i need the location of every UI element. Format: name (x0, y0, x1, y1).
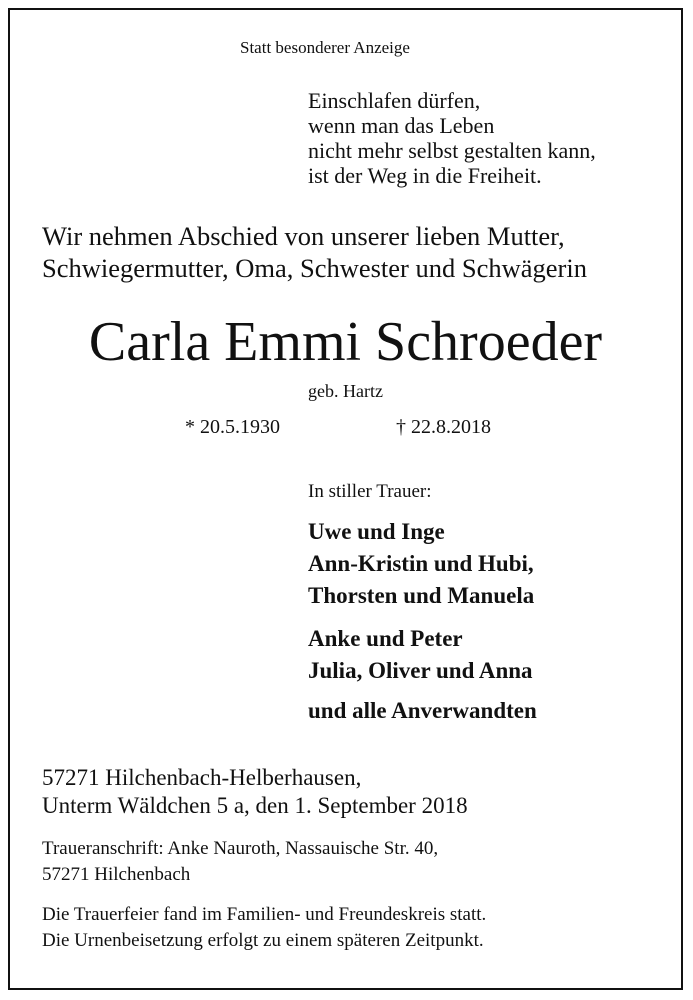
birth-date: * 20.5.1930 (185, 416, 280, 438)
mourners-group-1 (308, 516, 534, 612)
mourner-line: Ann-Kristin und Hubi, (308, 551, 534, 576)
deceased-name: Carla Emmi Schroeder (88, 311, 603, 373)
mourning-address (42, 836, 438, 888)
place-line: 57271 Hilchenbach-Helberhausen, (42, 765, 362, 790)
closing-line: Die Urnenbeisetzung erfolgt zu einem späteren Zeitpunkt. (42, 930, 484, 951)
mourner-line: Anke und Peter (308, 626, 463, 651)
closing-note (42, 902, 486, 954)
intro-line: Schwiegermutter, Oma, Schwester und Schwägerin (42, 253, 587, 283)
poem-line: ist der Weg in die Freiheit. (308, 163, 542, 188)
notice-heading: Statt besonderer Anzeige (240, 38, 410, 57)
mourning-label: In stiller Trauer: (308, 481, 432, 502)
poem (308, 88, 596, 188)
maiden-name: geb. Hartz (308, 381, 383, 401)
address-line: 57271 Hilchenbach (42, 864, 191, 885)
closing-line: Die Trauerfeier fand im Familien- und Freundeskreis statt. (42, 904, 487, 925)
obituary-notice (8, 8, 683, 990)
date-line: Unterm Wäldchen 5 a, den 1. September 2018 (42, 793, 468, 818)
mourner-line: Julia, Oliver und Anna (308, 658, 533, 683)
place-and-date (42, 764, 468, 820)
intro-line: Wir nehmen Abschied von unserer lieben Mutter, (42, 221, 565, 251)
poem-line: Einschlafen dürfen, (308, 88, 481, 113)
mourners-group-2 (308, 623, 533, 687)
farewell-intro (42, 220, 587, 284)
poem-line: nicht mehr selbst gestalten kann, (308, 138, 596, 163)
poem-line: wenn man das Leben (308, 113, 495, 138)
mourner-line: Thorsten und Manuela (308, 583, 535, 608)
death-date: † 22.8.2018 (396, 416, 491, 438)
mourners-relatives: und alle Anverwandten (308, 698, 537, 723)
mourner-line: Uwe und Inge (308, 519, 445, 544)
address-line: Traueranschrift: Anke Nauroth, Nassauische Str. 40, (42, 838, 439, 859)
